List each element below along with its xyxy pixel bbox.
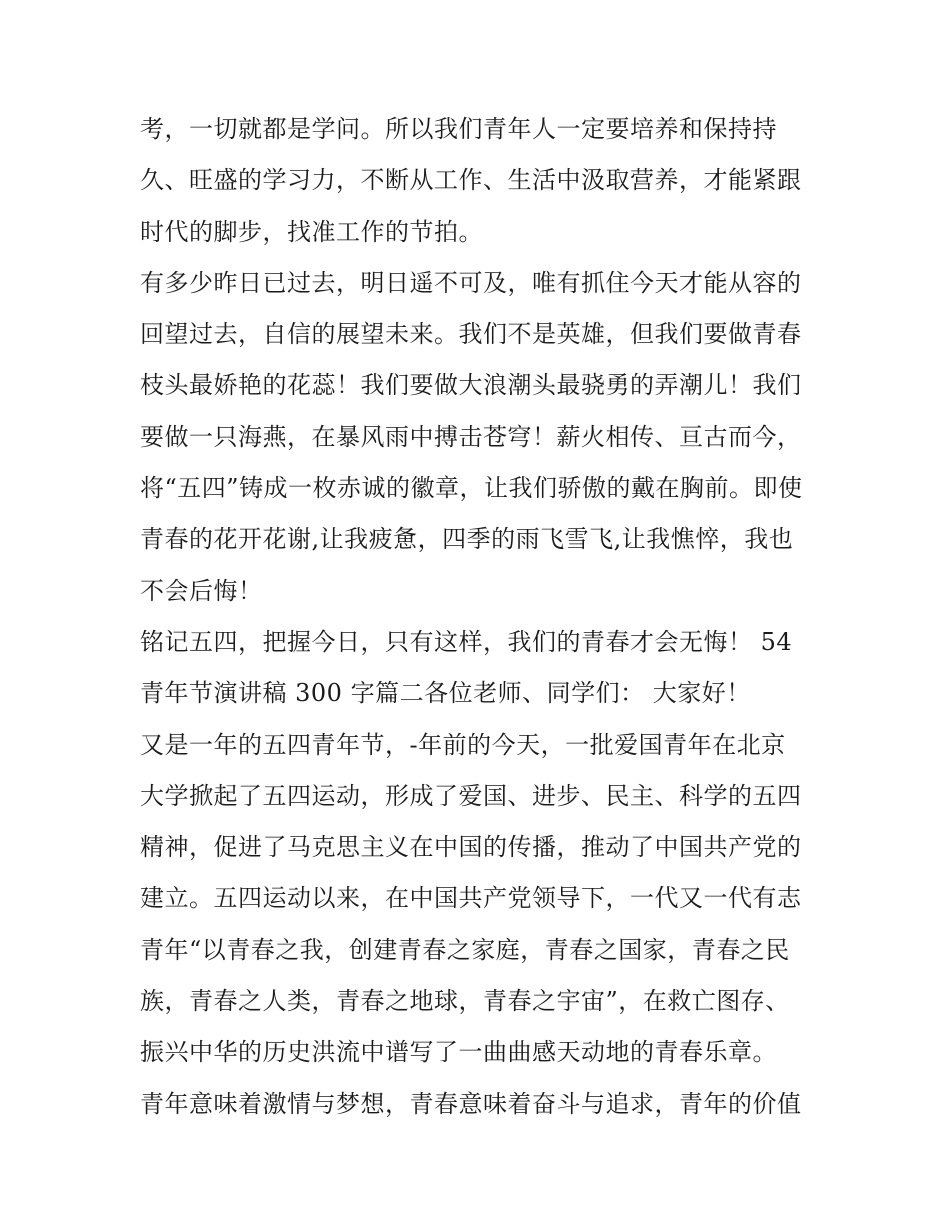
- text-line: 青春的花开花谢,让我疲惫，四季的雨飞雪飞,让我憔悴，我也: [140, 525, 794, 554]
- text-line: 将“五四”铸成一枚赤诚的徽章，让我们骄傲的戴在胸前。即使: [140, 474, 803, 503]
- text-line: 有多少昨日已过去，明日遥不可及，唯有抓住今天才能从容的: [140, 268, 802, 297]
- text-line: 族，青春之人类，青春之地球，青春之宇宙”，在救亡图存、: [140, 987, 790, 1016]
- text-line: 回望过去，自信的展望未来。我们不是英雄，但我们要做青春: [140, 320, 802, 349]
- text-line: 铭记五四，把握今日，只有这样，我们的青春才会无悔！ 54: [140, 627, 793, 656]
- text-line: 建立。五四运动以来，在中国共产党领导下，一代又一代有志: [140, 884, 802, 913]
- text-line: 青年意味着激情与梦想，青春意味着奋斗与追求，青年的价值: [140, 1089, 802, 1118]
- text-line: 不会后悔！: [140, 576, 263, 605]
- text-line: 又是一年的五四青年节，-年前的今天，一批爱国青年在北京: [140, 730, 786, 759]
- text-line: 时代的脚步，找准工作的节拍。: [140, 217, 483, 246]
- text-line: 精神，促进了马克思主义在中国的传播，推动了中国共产党的: [140, 833, 802, 862]
- text-line: 青年“以青春之我，创建青春之家庭，青春之国家，青春之民: [140, 935, 790, 964]
- text-line: 枝头最娇艳的花蕊！我们要做大浪潮头最骁勇的弄潮儿！我们: [140, 371, 802, 400]
- text-line: 久、旺盛的学习力，不断从工作、生活中汲取营养，才能紧跟: [140, 166, 802, 195]
- text-line: 振兴中华的历史洪流中谱写了一曲曲感天动地的青春乐章。: [140, 1038, 777, 1067]
- text-line: 大学掀起了五四运动，形成了爱国、进步、民主、科学的五四: [140, 781, 802, 810]
- text-line: 青年节演讲稿 300 字篇二各位老师、同学们： 大家好！: [140, 679, 751, 708]
- text-line: 考，一切就都是学问。所以我们青年人一定要培养和保持持: [140, 115, 777, 143]
- text-line: 要做一只海燕，在暴风雨中搏击苍穹！薪火相传、亘古而今，: [140, 422, 802, 451]
- body-text: [140, 104, 820, 1130]
